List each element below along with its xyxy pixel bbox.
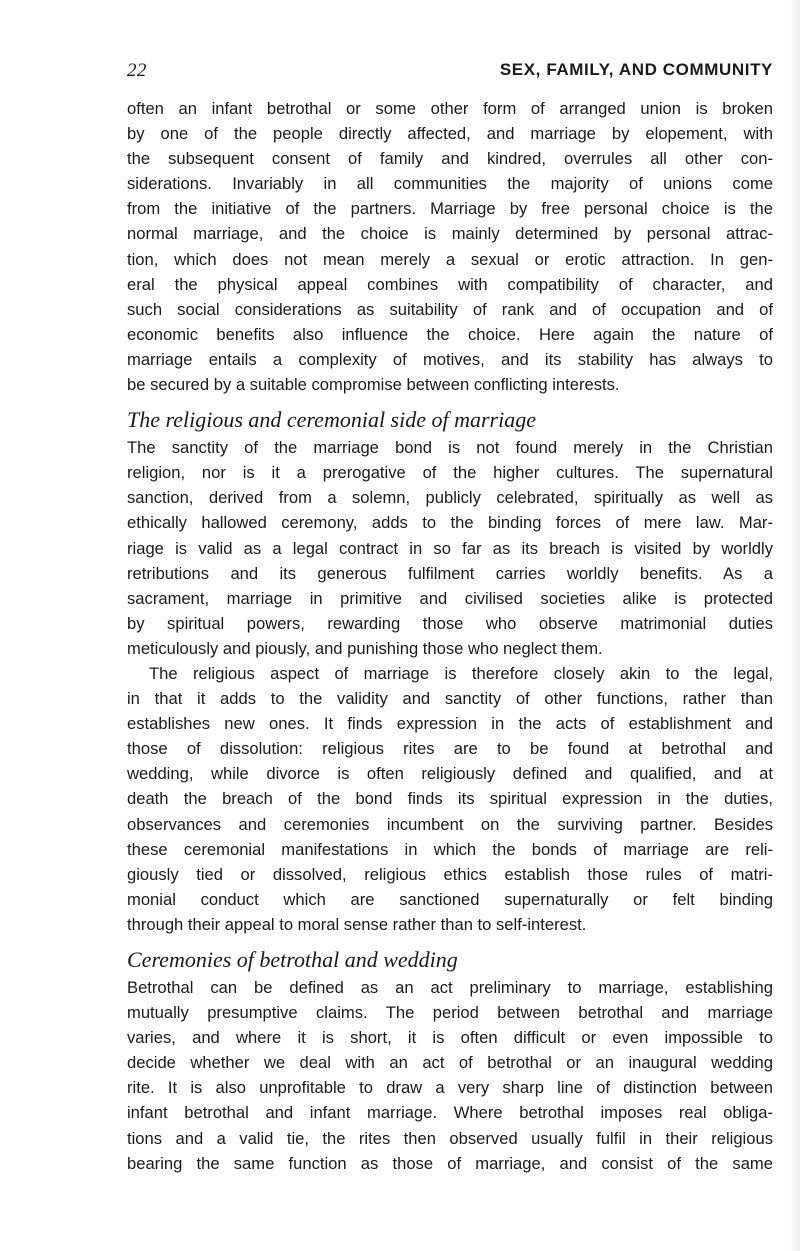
text-line: eral the physical appeal combines with compatibility of character, and — [127, 274, 773, 294]
text-line: meticulously and piously, and punishing those who neglect them. — [127, 638, 603, 658]
text-line: through their appeal to moral sense rather than to self-interest. — [127, 914, 587, 934]
text-line: such social considerations as suitability of rank and of occupation and of — [127, 299, 773, 319]
text-line: those of dissolution: religious rites are to be found at betrothal and — [127, 739, 773, 759]
text-line: marriage entails a complexity of motives, and its stability has always to — [127, 349, 773, 369]
text-line: tion, which does not mean merely a sexual or erotic attraction. In gen- — [127, 249, 773, 269]
text-line: normal marriage, and the choice is mainly determined by personal attrac- — [127, 224, 773, 244]
text-line: death the breach of the bond finds its spiritual expression in the duties, — [127, 789, 773, 809]
text-line: Betrothal can be defined as an act preliminary to marriage, establishing — [127, 978, 773, 997]
text-line: varies, and where it is short, it is often difficult or even impossible to — [127, 1028, 773, 1048]
text-line: infant betrothal and infant marriage. Where betrothal imposes real obliga- — [127, 1103, 773, 1123]
text-line: in that it adds to the validity and sanctity of other functions, rather than — [127, 689, 773, 709]
text-line: by spiritual powers, rewarding those who observe matrimonial duties — [127, 613, 773, 633]
running-head — [127, 60, 773, 86]
text-line: siderations. Invariably in all communities the majority of unions come — [127, 174, 773, 194]
text-line: riage is valid as a legal contract in so far as its breach is visited by worldly — [127, 538, 773, 558]
section-heading: Ceremonies of betrothal and wedding — [127, 947, 458, 972]
text-line: mutually presumptive claims. The period between betrothal and marriage — [127, 1003, 773, 1023]
text-line: decide whether we deal with an act of betrothal or an inaugural wedding — [127, 1053, 773, 1073]
text-line: economic benefits also influence the choice. Here again the nature of — [127, 324, 773, 344]
text-line: sacrament, marriage in primitive and civilised societies alike is protected — [127, 588, 773, 608]
text-line: the subsequent consent of family and kindred, overrules all other con- — [127, 149, 773, 169]
page-number: 22 — [127, 60, 147, 81]
text-line: The religious aspect of marriage is therefore closely akin to the legal, — [149, 663, 773, 683]
text-line: rite. It is also unprofitable to draw a very sharp line of distinction between — [127, 1078, 773, 1098]
text-line: religion, nor is it a prerogative of the higher cultures. The supernatural — [127, 463, 773, 483]
text-line: giously tied or dissolved, religious ethics establish those rules of matri- — [127, 864, 773, 884]
text-line: these ceremonial manifestations in which the bonds of marriage are reli- — [127, 839, 773, 859]
text-line: The sanctity of the marriage bond is not found merely in the Christian — [127, 438, 773, 458]
section-heading: The religious and ceremonial side of marriage — [127, 407, 536, 433]
text-line: be secured by a suitable compromise between conflicting interests. — [127, 375, 620, 395]
page-edge-shadow — [790, 0, 800, 1251]
running-title: SEX, FAMILY, AND COMMUNITY — [499, 60, 773, 79]
text-line: ethically hallowed ceremony, adds to the binding forces of mere law. Mar- — [127, 513, 773, 533]
text-line: wedding, while divorce is often religiously defined and qualified, and at — [127, 764, 773, 784]
text-line: bearing the same function as those of marriage, and consist of the same — [127, 1153, 773, 1173]
text-line: retributions and its generous fulfilment carries worldly benefits. As a — [127, 563, 773, 583]
text-line: from the initiative of the partners. Marriage by free personal choice is the — [127, 199, 773, 219]
text-line: often an infant betrothal or some other form of arranged union is broken — [127, 99, 773, 118]
text-line: observances and ceremonies incumbent on the surviving partner. Besides — [127, 814, 773, 834]
text-line: sanction, derived from a solemn, publicly celebrated, spiritually as well as — [127, 488, 773, 508]
text-line: tions and a valid tie, the rites then observed usually fulfil in their religious — [127, 1128, 773, 1148]
body-text — [127, 96, 773, 1176]
text-line: monial conduct which are sanctioned supernaturally or felt binding — [127, 889, 773, 909]
text-line: establishes new ones. It finds expression in the acts of establishment and — [127, 714, 773, 734]
text-line: by one of the people directly affected, and marriage by elopement, with — [127, 124, 773, 144]
